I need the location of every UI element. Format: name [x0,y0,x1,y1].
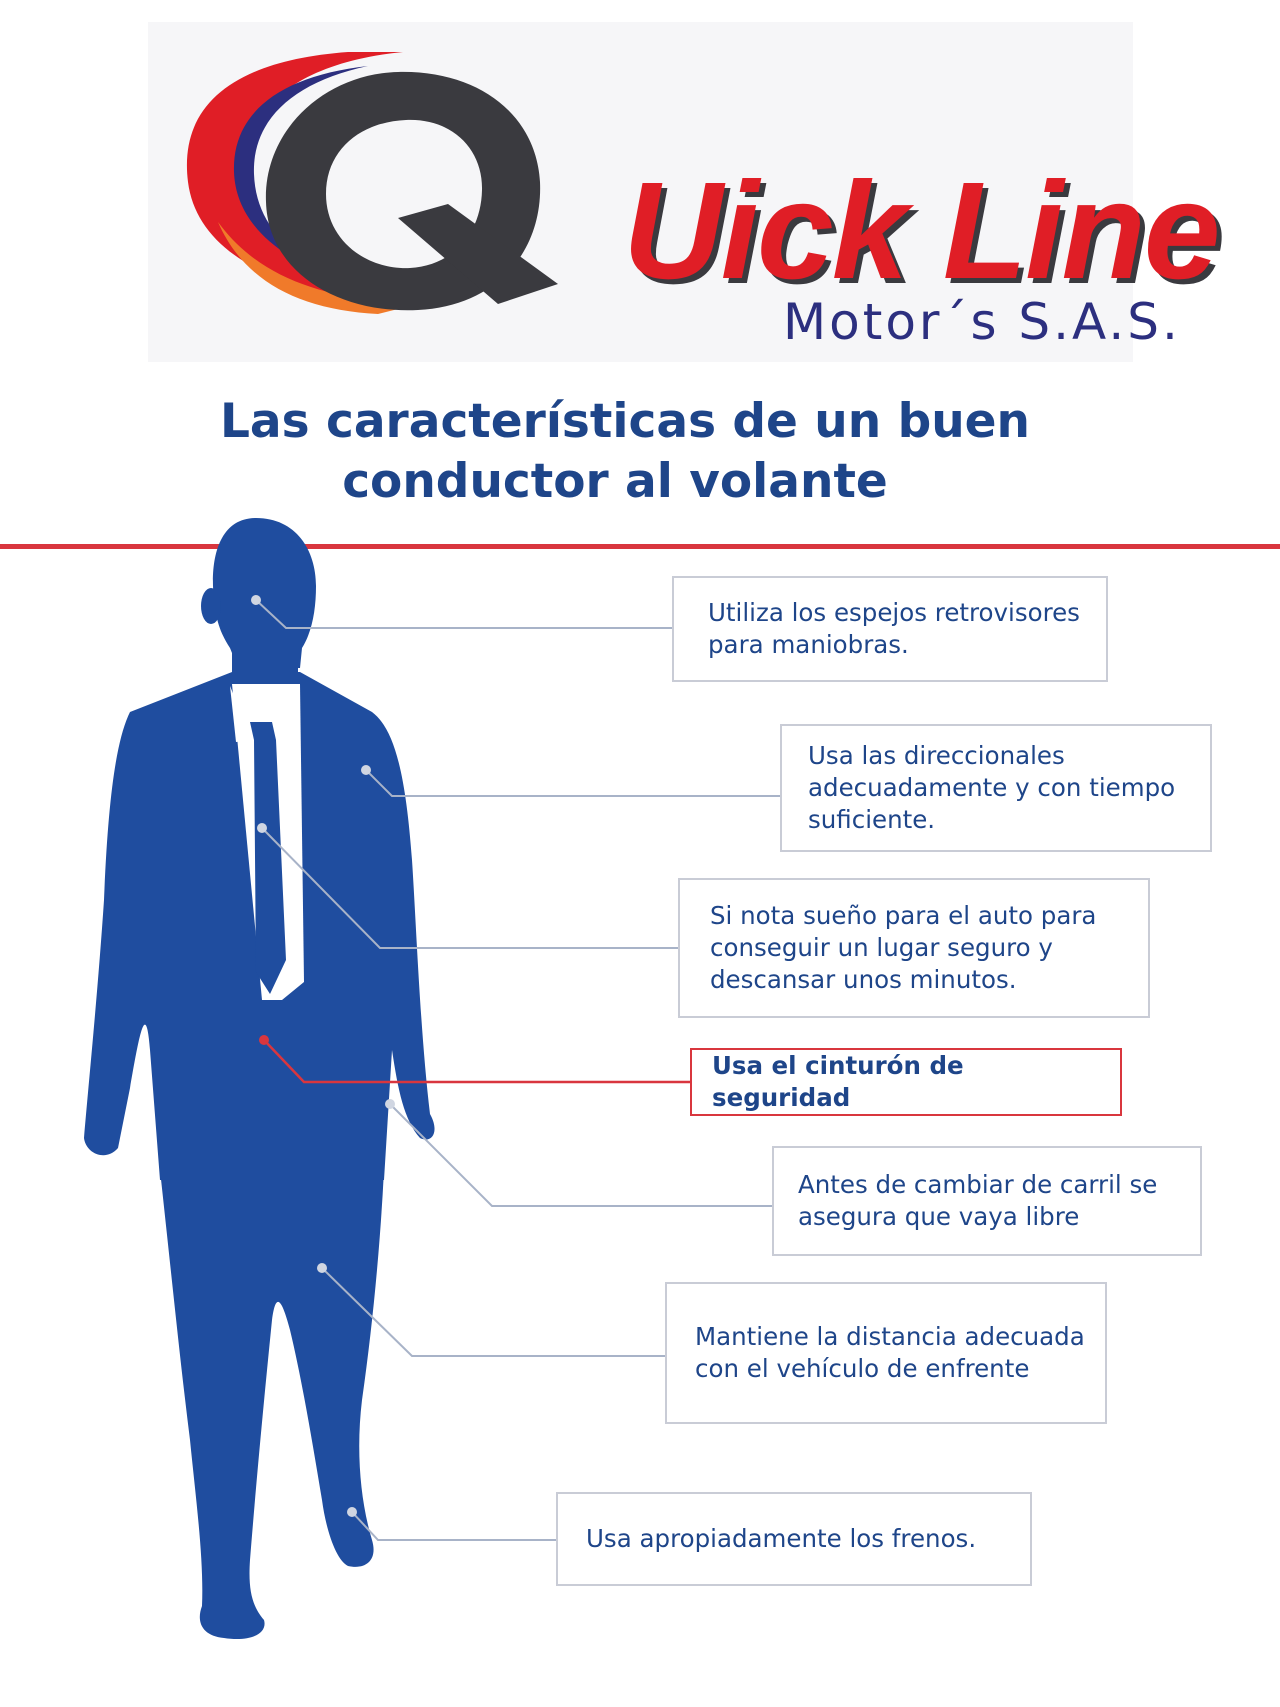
feature-text: Mantiene la distancia adecuada con el vehículo de enfrente [695,1322,1085,1383]
feature-box-drowsiness [678,878,1150,1018]
feature-text: Usa el cinturón de seguridad [712,1051,964,1112]
feature-box-distance [665,1282,1107,1424]
page-title-line-1: Las características de un buen [219,394,1031,449]
feature-text: Usa las direccionales adecuadamente y con tiempo suficiente. [808,741,1176,834]
logo-brand-text: Uick Line [623,154,1219,308]
feature-text: Utiliza los espejos retrovisores para maniobras. [708,598,1080,659]
feature-text: Si nota sueño para el auto para conseguir un lugar seguro y descansar unos minutos. [710,901,1097,994]
feature-box-seatbelt [690,1048,1122,1116]
feature-text: Usa apropiadamente los frenos. [586,1524,977,1553]
feature-text: Antes de cambiar de carril se asegura que vaya libre [798,1170,1158,1231]
feature-box-turn-signals [780,724,1212,852]
feature-box-lane-change [772,1146,1202,1256]
feature-box-brakes [556,1492,1032,1586]
logo-subtitle: Motor´s S.A.S. [783,293,1181,351]
page-title-line-2: conductor al volante [342,454,888,509]
feature-box-mirrors [672,576,1108,682]
